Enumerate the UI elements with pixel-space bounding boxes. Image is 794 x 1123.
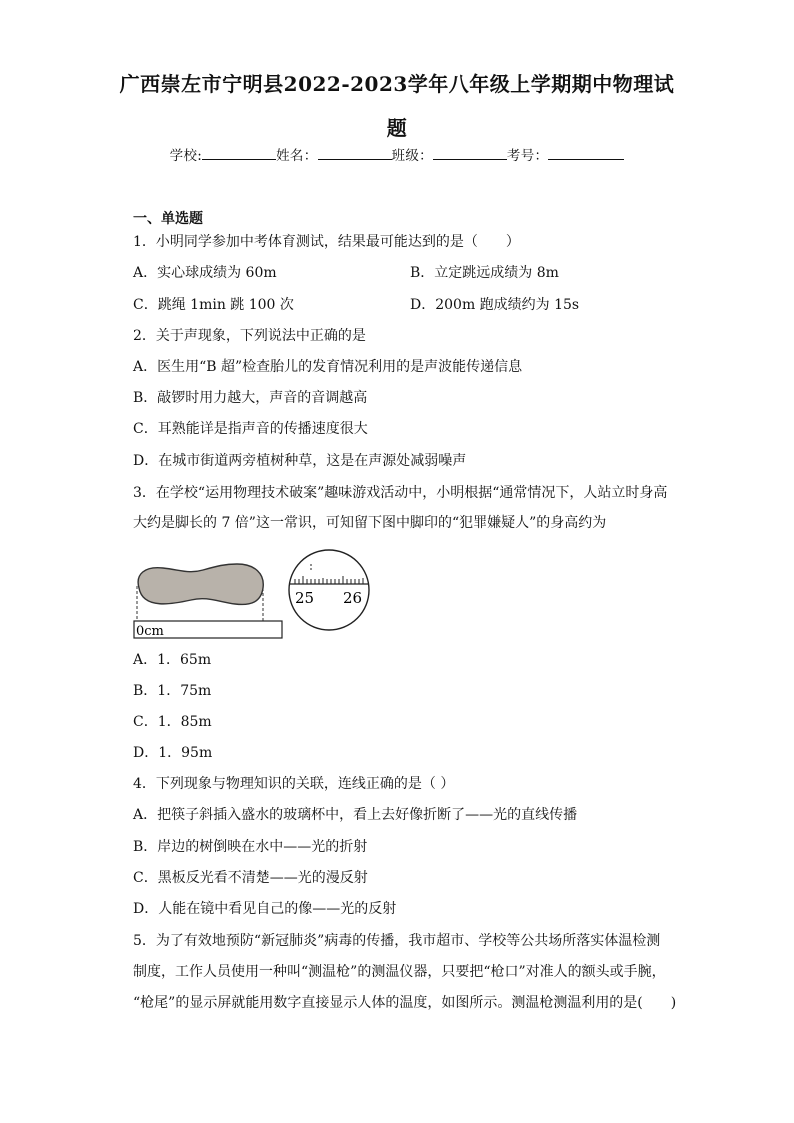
number-blank[interactable]: [548, 145, 624, 160]
q2-option-a: A．医生用“B 超”检查胎儿的发育情况利用的是声波能传递信息: [133, 359, 523, 375]
name-blank[interactable]: [318, 145, 392, 160]
class-label: 班级：: [391, 148, 433, 164]
q4-option-d: D．人能在镜中看见自己的像——光的反射: [133, 901, 397, 917]
q4-stem: 4．下列现象与物理知识的关联，连线正确的是（ ）: [133, 776, 455, 792]
class-blank[interactable]: [433, 145, 507, 160]
q5-stem-line1: 5．为了有效地预防“新冠肺炎”病毒的传播，我市超市、学校等公共场所落实体温检测: [133, 933, 661, 949]
q1-stem: 1．小明同学参加中考体育测试，结果最可能达到的是（ ）: [133, 234, 520, 250]
q5-stem-line3: “枪尾”的显示屏就能用数字直接显示人体的温度，如图所示。测温枪测温利用的是( ): [133, 995, 677, 1011]
q1-option-d: D．200m 跑成绩约为 15s: [410, 297, 580, 313]
q4-option-c: C．黑板反光看不清楚——光的漫反射: [133, 870, 368, 886]
student-info-line: [0, 144, 794, 164]
q3-stem-line1: 3．在学校“运用物理技术破案”趣味游戏活动中，小明根据“通常情况下，人站立时身高: [133, 485, 668, 501]
number-label: 考号：: [506, 148, 549, 164]
tick-label-26: 26: [343, 589, 363, 607]
q1-option-b: B．立定跳远成绩为 8m: [410, 265, 559, 281]
school-blank[interactable]: [202, 145, 276, 160]
q4-option-a: A．把筷子斜插入盛水的玻璃杯中，看上去好像折断了——光的直线传播: [133, 807, 578, 823]
school-label: 学校:: [169, 148, 203, 164]
section-title-single-choice: 一、单选题: [133, 211, 203, 227]
q3-stem-line2: 大约是脚长的 7 倍”这一常识，可知留下图中脚印的“犯罪嫌疑人”的身高约为: [133, 515, 607, 531]
q3-option-a: A．1．65m: [133, 652, 212, 668]
q1-option-a: A．实心球成绩为 60m: [133, 265, 277, 281]
footprint-shape: [138, 564, 263, 604]
exam-title-line2: 题: [386, 116, 408, 140]
ruler-zero-label: 0cm: [136, 624, 164, 639]
q5-stem-line2: 制度，工作人员使用一种叫“测温枪”的测温仪器，只要把“枪口”对准人的额头或手腕，: [133, 964, 666, 980]
q3-option-b: B．1．75m: [133, 683, 212, 699]
q2-option-d: D．在城市街道两旁植树种草，这是在声源处减弱噪声: [133, 453, 467, 469]
name-label: 姓名：: [276, 148, 318, 164]
footprint-ruler-figure: [133, 548, 373, 640]
q1-option-c: C．跳绳 1min 跳 100 次: [133, 297, 294, 313]
exam-title-line1: 广西崇左市宁明县2022-2023学年八年级上学期期中物理试: [119, 72, 675, 96]
q2-option-c: C．耳熟能详是指声音的传播速度很大: [133, 421, 368, 437]
q2-stem: 2．关于声现象，下列说法中正确的是: [133, 328, 366, 344]
q2-option-b: B．敲锣时用力越大，声音的音调越高: [133, 390, 368, 406]
q3-option-d: D．1．95m: [133, 745, 213, 761]
q4-option-b: B．岸边的树倒映在水中——光的折射: [133, 839, 368, 855]
q3-option-c: C．1．85m: [133, 714, 212, 730]
tick-label-25: 25: [295, 589, 315, 607]
